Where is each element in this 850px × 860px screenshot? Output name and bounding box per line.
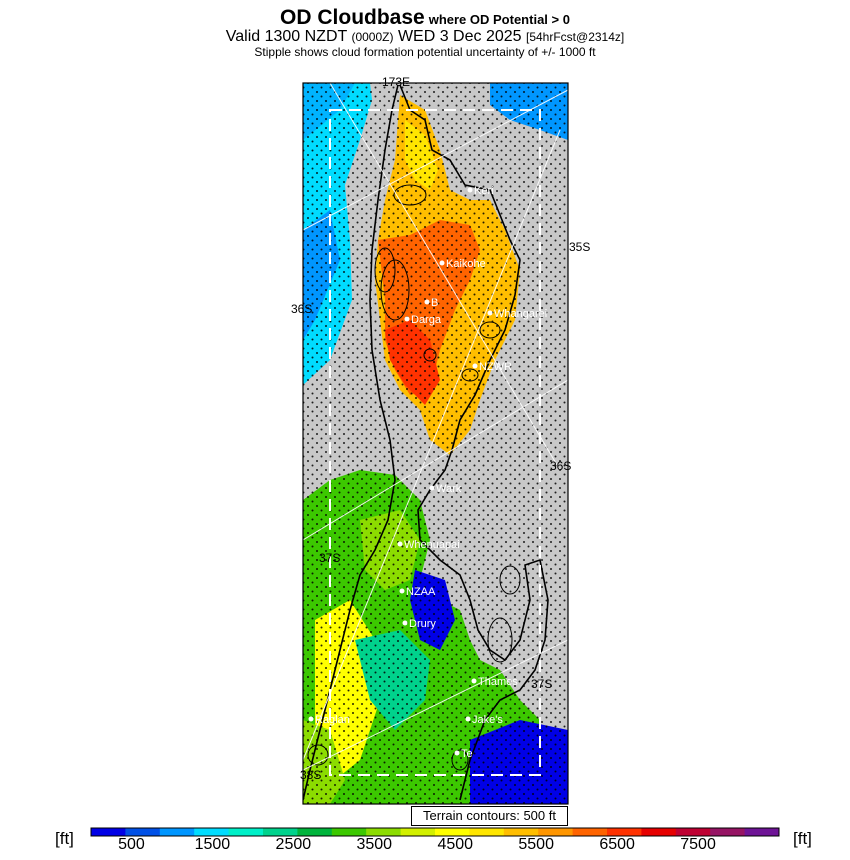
- place-nzaa: NZAA: [406, 586, 436, 598]
- place-whangarei: Whangarei: [494, 308, 548, 320]
- colorbar-tick-label: 2500: [275, 836, 312, 853]
- colorbar-tick-label: 6500: [599, 836, 635, 853]
- colorbar-tick-label: 7500: [680, 836, 716, 853]
- colorbar-swatch: [332, 828, 367, 836]
- place-kerikeri: Keri: [474, 185, 494, 197]
- lat-label-37s-right: 37S: [531, 677, 553, 691]
- colorbar-swatch: [263, 828, 298, 836]
- colorbar-tick-label: 500: [118, 836, 145, 853]
- place-dargaville-b: B: [431, 297, 439, 309]
- colorbar-tick-label: 4500: [437, 836, 474, 853]
- place-kaikohe: Kaikohe: [446, 258, 486, 270]
- title-qualifier: where OD Potential > 0: [428, 12, 570, 27]
- colorbar-swatch: [676, 828, 711, 836]
- colorbar-tick-label: 1500: [194, 836, 231, 853]
- lon-label-173e: 173E: [382, 75, 411, 89]
- colorbar-swatch: [573, 828, 608, 836]
- colorbar-swatch: [401, 828, 436, 836]
- colorbar-swatch: [194, 828, 229, 836]
- subtitle: Stipple shows cloud formation potential uncertainty of +/- 1000 ft: [254, 45, 596, 59]
- lat-label-36s-right: 36S: [550, 459, 572, 473]
- place-te-aroha: Te: [461, 748, 473, 760]
- colorbar-swatch: [607, 828, 642, 836]
- colorbar-swatch: [504, 828, 539, 836]
- place-nzwr: NZWR: [479, 361, 512, 373]
- colorbar-swatch: [538, 828, 573, 836]
- lat-label-35s: 35S: [569, 240, 591, 254]
- lat-label-38s: 38S: [300, 768, 322, 782]
- colorbar-swatch: [641, 828, 676, 836]
- colorbar-swatch: [710, 828, 745, 836]
- place-drury: Drury: [409, 618, 436, 630]
- place-jakes: Jake's: [472, 714, 503, 726]
- valid-prefix: Valid 1300 NZDT: [225, 28, 347, 45]
- terrain-contour-note: Terrain contours: 500 ft: [411, 806, 568, 826]
- place-whenuapai: Whenuapai: [404, 539, 460, 551]
- colorbar-swatch: [229, 828, 264, 836]
- valid-date: WED 3 Dec 2025: [397, 28, 522, 45]
- colorbar-swatch: [469, 828, 504, 836]
- colorbar-swatch: [366, 828, 401, 836]
- place-warkworth: Wark: [436, 483, 462, 495]
- colorbar-tick-label: 5500: [518, 836, 554, 853]
- colorbar-tick-label: 3500: [356, 836, 393, 853]
- place-dargaville: Darga: [411, 314, 441, 326]
- colorbar-unit-left: [ft]: [55, 829, 74, 848]
- colorbar-swatch: [745, 828, 780, 836]
- place-thames: Thames: [478, 676, 518, 688]
- lat-label-37s-left: 37S: [319, 551, 341, 565]
- colorbar-unit-right: [ft]: [793, 829, 812, 848]
- colorbar-swatch: [125, 828, 160, 836]
- colorbar-swatch: [297, 828, 332, 836]
- lat-label-36s-left: 36S: [291, 302, 313, 316]
- colorbar: [91, 828, 780, 836]
- uncertainty-stipple: [303, 83, 568, 804]
- valid-utc: (0000Z): [351, 30, 394, 44]
- colorbar-swatch: [91, 828, 126, 836]
- colorbar-swatch: [160, 828, 195, 836]
- title-main: OD Cloudbase: [280, 6, 425, 29]
- place-raglan: Raglan: [315, 714, 350, 726]
- forecast-tag: [54hrFcst@2314z]: [526, 30, 625, 44]
- colorbar-swatch: [435, 828, 470, 836]
